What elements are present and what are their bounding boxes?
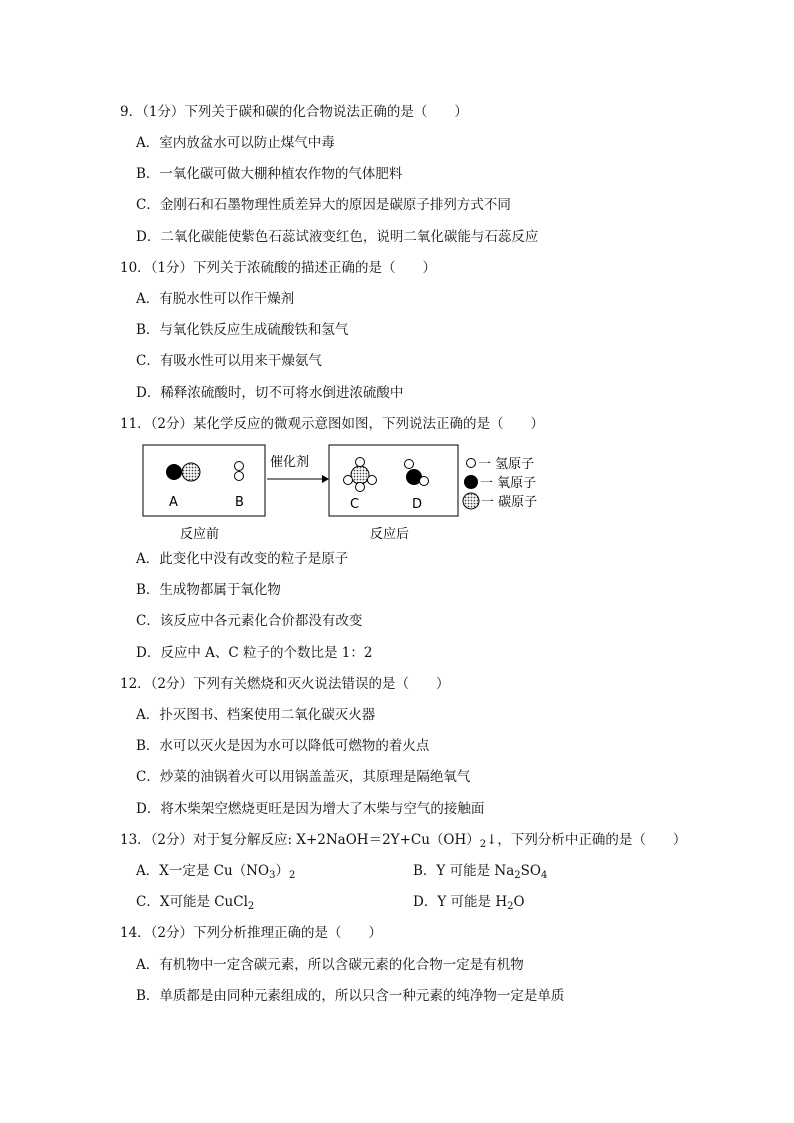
question-9-option-b: B．一氧化碳可做大棚种植农作物的气体肥料	[136, 166, 403, 182]
q13-a-text-end: ）	[275, 863, 289, 879]
after-caption: 反应后	[370, 527, 410, 542]
question-10-option-d: D．稀释浓硫酸时，切不可将水倒进浓硫酸中	[136, 385, 404, 401]
oxygen-atom	[166, 464, 182, 480]
question-13-option-c	[136, 893, 254, 911]
q13-a-sub2: 2	[288, 870, 296, 881]
question-13-option-b	[413, 862, 547, 880]
q13-stem-text: 13．（2分）对于复分解反应: X+2NaOH＝2Y+Cu（OH）	[120, 832, 480, 848]
legend-oxygen: 一 氧原子	[480, 476, 537, 491]
q13-b-text: B．Y 可能是 Na	[413, 863, 515, 879]
q13-b-text-mid: SO	[520, 863, 541, 879]
legend-oxygen-icon	[464, 475, 478, 489]
q13-a-text: A．X一定是 Cu（NO	[136, 863, 270, 879]
q13-b-sub: 2	[514, 870, 521, 881]
question-14-stem: 14．（2分）下列分析推理正确的是（ ）	[120, 925, 383, 941]
q13-stem-text-end: ↓，下列分析中正确的是（ ）	[486, 832, 687, 848]
question-13-option-d	[413, 893, 525, 911]
q13-c-sub: 2	[247, 901, 255, 912]
hydrogen-atom	[344, 476, 353, 485]
question-13-stem	[120, 831, 686, 849]
question-12-option-c: C．炒菜的油锅着火可以用锅盖盖灭，其原理是隔绝氧气	[136, 769, 471, 785]
label-d: D	[412, 497, 423, 512]
question-12-stem: 12．（2分）下列有关燃烧和灭火说法错误的是（ ）	[120, 676, 450, 692]
reaction-diagram	[140, 442, 580, 547]
question-9-option-c: C．金刚石和石墨物理性质差异大的原因是碳原子排列方式不同	[136, 197, 511, 213]
question-12-option-d: D．将木柴架空燃烧更旺是因为增大了木柴与空气的接触面	[136, 801, 485, 817]
question-10-stem: 10．（1分）下列关于浓硫酸的描述正确的是（ ）	[120, 260, 437, 276]
legend-carbon: 一 碳原子	[481, 495, 538, 510]
legend-hydrogen-icon	[467, 459, 476, 468]
question-9-option-a: A．室内放盆水可以防止煤气中毒	[136, 135, 335, 151]
hydrogen-atom	[235, 472, 244, 481]
legend-carbon-icon	[463, 493, 479, 509]
hydrogen-atom	[405, 460, 414, 469]
arrow-head	[322, 475, 329, 483]
label-c: C	[350, 497, 360, 512]
q13-d-text-end: O	[513, 894, 525, 910]
question-10-option-b: B．与氧化铁反应生成硫酸铁和氢气	[136, 322, 349, 338]
label-b: B	[235, 495, 244, 510]
question-11-stem: 11．（2分）某化学反应的微观示意图如图，下列说法正确的是（ ）	[120, 416, 545, 432]
hydrogen-atom	[356, 458, 365, 467]
q13-a-sub: 3	[269, 870, 276, 881]
question-9-option-d: D．二氧化碳能使紫色石蕊试液变红色，说明二氧化碳能与石蕊反应	[136, 229, 539, 245]
q13-c-text: C．X可能是 CuCl	[136, 894, 248, 910]
question-11-option-b: B．生成物都属于氧化物	[136, 582, 281, 598]
hydrogen-atom	[235, 462, 244, 471]
hydrogen-atom	[368, 476, 377, 485]
hydrogen-atom	[420, 477, 429, 486]
question-12-option-a: A．扑灭图书、档案使用二氧化碳灭火器	[136, 707, 376, 723]
question-11-option-d: D．反应中 A、C 粒子的个数比是 1：2	[136, 645, 373, 661]
question-11-option-c: C．该反应中各元素化合价都没有改变	[136, 613, 363, 629]
catalyst-label: 催化剂	[270, 455, 310, 470]
question-12-option-b: B．水可以灭火是因为水可以降低可燃物的着火点	[136, 738, 430, 754]
q13-b-sub2: 4	[540, 870, 548, 881]
legend-hydrogen: 一 氢原子	[478, 457, 535, 472]
q13-d-sub: 2	[507, 901, 514, 912]
question-14-option-b: B．单质都是由同种元素组成的，所以只含一种元素的纯净物一定是单质	[136, 988, 565, 1004]
question-9-stem: 9．（1分）下列关于碳和碳的化合物说法正确的是（ ）	[120, 104, 468, 120]
question-13-option-a	[136, 862, 295, 880]
carbon-atom	[182, 463, 200, 481]
question-10-option-c: C．有吸水性可以用来干燥氨气	[136, 353, 322, 369]
before-box	[143, 445, 265, 516]
hydrogen-atom	[356, 483, 365, 492]
q13-d-text: D．Y 可能是 H	[413, 894, 508, 910]
question-10-option-a: A．有脱水性可以作干燥剂	[136, 291, 295, 307]
question-14-option-a: A．有机物中一定含碳元素，所以含碳元素的化合物一定是有机物	[136, 957, 524, 973]
question-11-option-a: A．此变化中没有改变的粒子是原子	[136, 551, 349, 567]
q13-stem-subscript: 2	[479, 839, 487, 850]
before-caption: 反应前	[180, 527, 220, 542]
carbon-atom	[351, 466, 369, 484]
label-a: A	[169, 495, 178, 510]
